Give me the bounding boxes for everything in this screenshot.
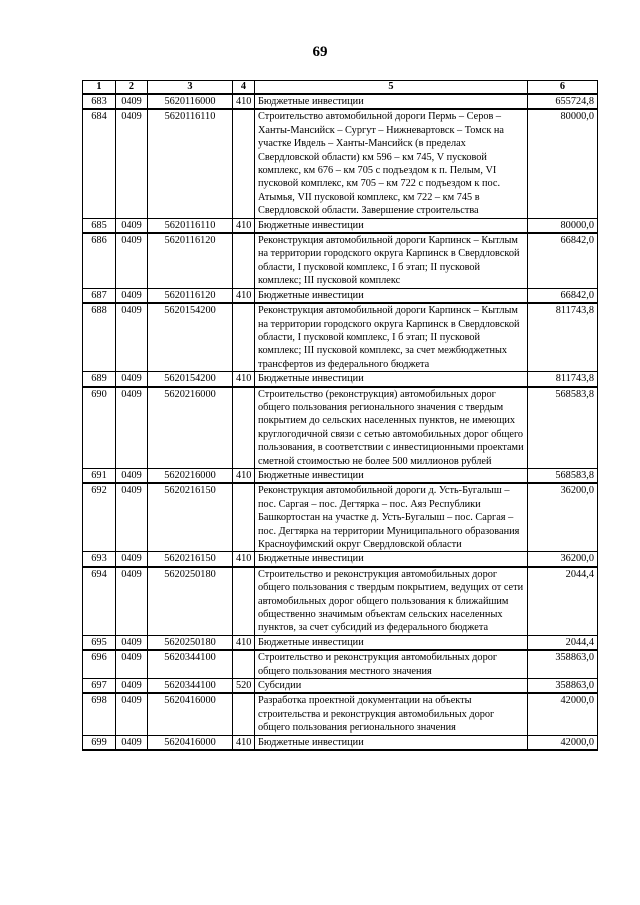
row-number: 693: [83, 552, 116, 567]
target-code: 5620216150: [148, 552, 233, 567]
table-row: [83, 109, 598, 218]
column-header: 4: [233, 81, 255, 95]
item-name: Бюджетные инвестиции: [255, 735, 528, 750]
item-name: Бюджетные инвестиции: [255, 468, 528, 483]
expense-type-code: [233, 483, 255, 552]
expense-type-code: 520: [233, 679, 255, 694]
table-row: [83, 735, 598, 750]
expense-type-code: [233, 650, 255, 678]
expense-type-code: 410: [233, 735, 255, 750]
item-name: Реконструкция автомобильной дороги Карпинск – Кытлым на территории городского округа Карпинск в Свердловской области, I пусковой комплекс, I б этап; II пусковой комплекс; III пусковой комплекс, за счет межбюджетных трансфертов из федерального бюджета: [255, 303, 528, 372]
item-name: Бюджетные инвестиции: [255, 635, 528, 650]
item-name: Строительство автомобильной дороги Пермь – Серов – Ханты-Мансийск – Сургут – Нижневартовск – Томск на участке Ивдель – Ханты-Мансийск (в пределах Свердловской области) км 596 – км 745, V пусковой комплекс, км 676 – км 705 с подъездом к п. Пелым, VI пусковой комплекс, км 705 – км 722 с подъездом к пос. Атымья, VII пусковой комплекс, км 722 – км 745 в Свердловской области. Завершение строительства: [255, 109, 528, 218]
amount: 655724,8: [528, 94, 598, 109]
row-number: 689: [83, 372, 116, 387]
expense-type-code: 410: [233, 94, 255, 109]
table-row: [83, 567, 598, 636]
section-code: 0409: [116, 735, 148, 750]
column-header: 5: [255, 81, 528, 95]
table-row: [83, 94, 598, 109]
page-number: 69: [312, 44, 328, 60]
amount: 568583,8: [528, 387, 598, 469]
section-code: 0409: [116, 635, 148, 650]
table-row: [83, 693, 598, 735]
expense-type-code: [233, 233, 255, 288]
section-code: 0409: [116, 483, 148, 552]
section-code: 0409: [116, 468, 148, 483]
section-code: 0409: [116, 233, 148, 288]
expense-type-code: 410: [233, 288, 255, 303]
row-number: 699: [83, 735, 116, 750]
target-code: 5620416000: [148, 693, 233, 735]
item-name: Бюджетные инвестиции: [255, 218, 528, 233]
item-name: Субсидии: [255, 679, 528, 694]
section-code: 0409: [116, 218, 148, 233]
expense-type-code: 410: [233, 468, 255, 483]
row-number: 696: [83, 650, 116, 678]
target-code: 5620116120: [148, 288, 233, 303]
target-code: 5620216000: [148, 387, 233, 469]
table-row: [83, 635, 598, 650]
amount: 66842,0: [528, 288, 598, 303]
item-name: Реконструкция автомобильной дороги д. Усть-Бугалыш – пос. Саргая – пос. Дегтярка – пос. Аяз Республики Башкортостан на участке д. Усть-Бугалыш – пос. Саргая – пос. Дегтярка на территории Муниципального образования Красноуфимский округ Свердловской области: [255, 483, 528, 552]
item-name: Бюджетные инвестиции: [255, 94, 528, 109]
item-name: Строительство (реконструкция) автомобильных дорог общего пользования регионального значения с твердым покрытием до сельских населенных пунктов, не имеющих круглогодичной связи с сетью автомобильных дорог общего пользования, в соответствии с инвестиционными проектами сметной стоимостью не более 500 миллионов рублей: [255, 387, 528, 469]
column-header: 3: [148, 81, 233, 95]
table-row: [83, 303, 598, 372]
amount: 36200,0: [528, 552, 598, 567]
expense-type-code: [233, 567, 255, 636]
amount: 811743,8: [528, 303, 598, 372]
target-code: 5620250180: [148, 567, 233, 636]
section-code: 0409: [116, 303, 148, 372]
amount: 36200,0: [528, 483, 598, 552]
table-row: [83, 387, 598, 469]
target-code: 5620344100: [148, 679, 233, 694]
target-code: 5620116000: [148, 94, 233, 109]
expense-type-code: 410: [233, 552, 255, 567]
target-code: 5620116110: [148, 218, 233, 233]
amount: 80000,0: [528, 218, 598, 233]
row-number: 690: [83, 387, 116, 469]
column-header: 1: [83, 81, 116, 95]
amount: 66842,0: [528, 233, 598, 288]
table-row: [83, 372, 598, 387]
section-code: 0409: [116, 693, 148, 735]
expense-type-code: [233, 303, 255, 372]
table-row: [83, 483, 598, 552]
target-code: 5620216150: [148, 483, 233, 552]
budget-table: [82, 80, 598, 751]
section-code: 0409: [116, 94, 148, 109]
amount: 42000,0: [528, 693, 598, 735]
amount: 358863,0: [528, 679, 598, 694]
section-code: 0409: [116, 567, 148, 636]
target-code: 5620116110: [148, 109, 233, 218]
expense-type-code: 410: [233, 635, 255, 650]
table-row: [83, 233, 598, 288]
table-row: [83, 552, 598, 567]
item-name: Строительство и реконструкция автомобильных дорог общего пользования с твердым покрытием, ведущих от сети автомобильных дорог общего пользования к ближайшим общественно значимым объектам сельских населенных пунктов, за счет субсидий из федерального бюджета: [255, 567, 528, 636]
item-name: Строительство и реконструкция автомобильных дорог общего пользования местного значения: [255, 650, 528, 678]
expense-type-code: [233, 693, 255, 735]
column-header: 6: [528, 81, 598, 95]
section-code: 0409: [116, 288, 148, 303]
amount: 80000,0: [528, 109, 598, 218]
section-code: 0409: [116, 372, 148, 387]
amount: 2044,4: [528, 567, 598, 636]
row-number: 683: [83, 94, 116, 109]
section-code: 0409: [116, 650, 148, 678]
row-number: 692: [83, 483, 116, 552]
target-code: 5620416000: [148, 735, 233, 750]
item-name: Бюджетные инвестиции: [255, 372, 528, 387]
amount: 568583,8: [528, 468, 598, 483]
expense-type-code: 410: [233, 218, 255, 233]
row-number: 684: [83, 109, 116, 218]
table-row: [83, 679, 598, 694]
item-name: Реконструкция автомобильной дороги Карпинск – Кытлым на территории городского округа Карпинск в Свердловской области, I пусковой комплекс, I б этап; II пусковой комплекс; III пусковой комплекс: [255, 233, 528, 288]
table-row: [83, 218, 598, 233]
item-name: Бюджетные инвестиции: [255, 288, 528, 303]
row-number: 687: [83, 288, 116, 303]
section-code: 0409: [116, 679, 148, 694]
table-row: [83, 288, 598, 303]
row-number: 698: [83, 693, 116, 735]
target-code: 5620344100: [148, 650, 233, 678]
amount: 358863,0: [528, 650, 598, 678]
row-number: 691: [83, 468, 116, 483]
target-code: 5620154200: [148, 303, 233, 372]
amount: 42000,0: [528, 735, 598, 750]
expense-type-code: 410: [233, 372, 255, 387]
row-number: 694: [83, 567, 116, 636]
section-code: 0409: [116, 109, 148, 218]
target-code: 5620116120: [148, 233, 233, 288]
table-row: [83, 468, 598, 483]
target-code: 5620250180: [148, 635, 233, 650]
column-header: 2: [116, 81, 148, 95]
expense-type-code: [233, 387, 255, 469]
expense-type-code: [233, 109, 255, 218]
row-number: 697: [83, 679, 116, 694]
table-header-row: [83, 81, 598, 95]
table-row: [83, 650, 598, 678]
row-number: 686: [83, 233, 116, 288]
section-code: 0409: [116, 552, 148, 567]
item-name: Разработка проектной документации на объекты строительства и реконструкция автомобильных дорог общего пользования регионального значения: [255, 693, 528, 735]
amount: 811743,8: [528, 372, 598, 387]
item-name: Бюджетные инвестиции: [255, 552, 528, 567]
section-code: 0409: [116, 387, 148, 469]
target-code: 5620154200: [148, 372, 233, 387]
target-code: 5620216000: [148, 468, 233, 483]
row-number: 685: [83, 218, 116, 233]
row-number: 688: [83, 303, 116, 372]
row-number: 695: [83, 635, 116, 650]
amount: 2044,4: [528, 635, 598, 650]
